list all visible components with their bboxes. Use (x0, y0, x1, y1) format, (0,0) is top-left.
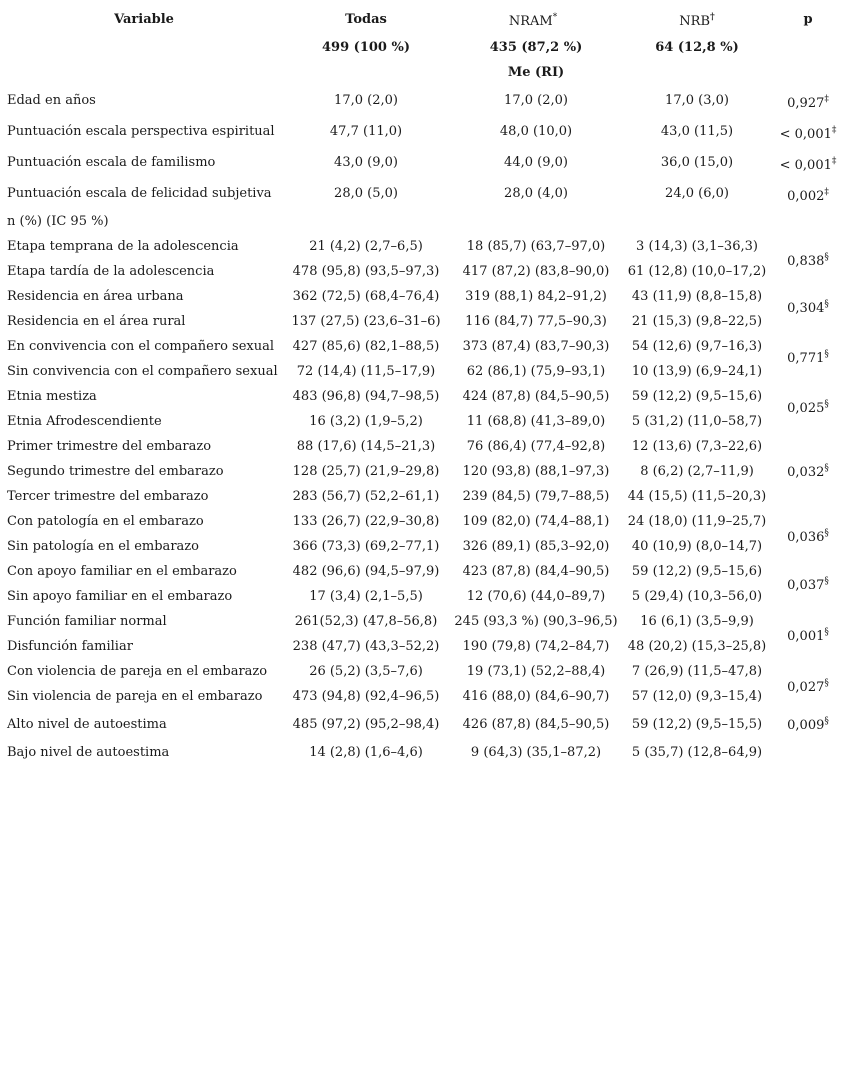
header-todas: Todas (345, 12, 387, 27)
header-variable: Variable (114, 12, 174, 27)
cell-nrb: 48 (20,2) (15,3–25,8) (627, 639, 767, 654)
cell-nram: 245 (93,3 %) (90,3–96,5) (454, 614, 618, 629)
group-p-value: 0,036§ (787, 528, 829, 545)
cell-nram: 12 (70,6) (44,0–89,7) (466, 589, 606, 604)
cell-nrb: 8 (6,2) (2,7–11,9) (640, 464, 754, 479)
group-p-value: 0,027§ (787, 678, 829, 695)
cell-nrb: 36,0 (15,0) (660, 155, 734, 170)
cell-nram: 76 (86,4) (77,4–92,8) (466, 439, 606, 454)
cell-nram: 44,0 (9,0) (504, 155, 568, 170)
row-label: Residencia en área urbana (7, 289, 184, 304)
row-label: Etnia Afrodescendiente (7, 414, 162, 429)
group-p-value: 0,025§ (787, 399, 829, 416)
cell-todas: 427 (85,6) (82,1–88,5) (292, 339, 440, 354)
row-label: Puntuación escala de familismo (7, 155, 216, 170)
row-label: Con apoyo familiar en el embarazo (7, 564, 237, 579)
cell-nrb: 7 (26,9) (11,5–47,8) (631, 664, 763, 679)
cell-nrb: 24 (18,0) (11,9–25,7) (627, 514, 767, 529)
header-p: p (803, 12, 813, 27)
row-label: Residencia en el área rural (7, 314, 186, 329)
cell-nram: 326 (89,1) (85,3–92,0) (462, 539, 610, 554)
cell-nram: 416 (88,0) (84,6–90,7) (462, 689, 610, 704)
row-label: Sin apoyo familiar en el embarazo (7, 589, 233, 604)
cell-nrb: 57 (12,0) (9,3–15,4) (631, 689, 763, 704)
cell-nram: 48,0 (10,0) (499, 124, 573, 139)
row-label: Función familiar normal (7, 614, 167, 629)
cell-nram: 9 (64,3) (35,1–87,2) (470, 745, 602, 760)
cell-nram: 423 (87,8) (84,4–90,5) (462, 564, 610, 579)
cell-todas: 16 (3,2) (1,9–5,2) (309, 414, 423, 429)
cell-nrb: 44 (15,5) (11,5–20,3) (627, 489, 767, 504)
cell-p: 0,002‡ (787, 187, 829, 204)
cell-nrb: 12 (13,6) (7,3–22,6) (631, 439, 763, 454)
cell-nrb: 5 (31,2) (11,0–58,7) (631, 414, 763, 429)
cell-nrb: 40 (10,9) (8,0–14,7) (631, 539, 763, 554)
cell-todas: 72 (14,4) (11,5–17,9) (296, 364, 436, 379)
header-n-nram: 435 (87,2 %) (489, 40, 583, 55)
group-p-value: 0,032§ (787, 463, 829, 480)
cell-p: < 0,001‡ (779, 125, 837, 142)
cell-nrb: 21 (15,3) (9,8–22,5) (631, 314, 763, 329)
cell-nram: 417 (87,2) (83,8–90,0) (462, 264, 610, 279)
row-label: Con violencia de pareja en el embarazo (7, 664, 268, 679)
cell-todas: 17,0 (2,0) (334, 93, 398, 108)
cell-todas: 128 (25,7) (21,9–29,8) (292, 464, 440, 479)
row-label: Disfunción familiar (7, 639, 133, 654)
cell-todas: 43,0 (9,0) (334, 155, 398, 170)
header-nram: NRAM* (508, 12, 558, 29)
row-label: Edad en años (7, 93, 96, 108)
cell-todas: 88 (17,6) (14,5–21,3) (296, 439, 436, 454)
cell-todas: 366 (73,3) (69,2–77,1) (292, 539, 440, 554)
cell-nram: 19 (73,1) (52,2–88,4) (466, 664, 606, 679)
section-label-n-ic: n (%) (IC 95 %) (7, 214, 109, 229)
cell-nrb: 17,0 (3,0) (665, 93, 729, 108)
cell-todas: 473 (94,8) (92,4–96,5) (292, 689, 440, 704)
row-label: Con patología en el embarazo (7, 514, 204, 529)
cell-todas: 26 (5,2) (3,5–7,6) (309, 664, 423, 679)
cell-nram: 17,0 (2,0) (504, 93, 568, 108)
cell-nram: 116 (84,7) 77,5–90,3) (465, 314, 607, 329)
row-label: Primer trimestre del embarazo (7, 439, 212, 454)
cell-nram: 120 (93,8) (88,1–97,3) (462, 464, 610, 479)
cell-nram: 28,0 (4,0) (504, 186, 568, 201)
cell-todas: 14 (2,8) (1,6–4,6) (309, 745, 423, 760)
cell-nrb: 3 (14,3) (3,1–36,3) (636, 239, 758, 254)
row-label: Bajo nivel de autoestima (7, 745, 170, 760)
cell-todas: 238 (47,7) (43,3–52,2) (292, 639, 440, 654)
group-p-value: 0,304§ (787, 299, 829, 316)
group-p-value: 0,037§ (787, 576, 829, 593)
cell-nrb: 59 (12,2) (9,5–15,6) (631, 564, 763, 579)
header-n-todas: 499 (100 %) (322, 40, 410, 55)
row-label: Puntuación escala de felicidad subjetiva (7, 186, 272, 201)
cell-nrb: 61 (12,8) (10,0–17,2) (627, 264, 767, 279)
cell-nrb: 10 (13,9) (6,9–24,1) (631, 364, 763, 379)
cell-todas: 28,0 (5,0) (334, 186, 398, 201)
cell-nram: 239 (84,5) (79,7–88,5) (462, 489, 610, 504)
cell-nrb: 24,0 (6,0) (665, 186, 729, 201)
cell-nram: 18 (85,7) (63,7–97,0) (466, 239, 606, 254)
row-label: Segundo trimestre del embarazo (7, 464, 224, 479)
cell-todas: 483 (96,8) (94,7–98,5) (292, 389, 440, 404)
cell-todas: 362 (72,5) (68,4–76,4) (292, 289, 440, 304)
header-n-nrb: 64 (12,8 %) (655, 40, 739, 55)
cell-todas: 261(52,3) (47,8–56,8) (294, 614, 438, 629)
cell-nrb: 59 (12,2) (9,5–15,6) (631, 389, 763, 404)
cell-nrb: 5 (35,7) (12,8–64,9) (631, 745, 763, 760)
cell-todas: 283 (56,7) (52,2–61,1) (292, 489, 440, 504)
header-me-ri: Me (RI) (507, 65, 565, 80)
row-label: En convivencia con el compañero sexual (7, 339, 275, 354)
group-p-value: 0,838§ (787, 252, 829, 269)
cell-nrb: 16 (6,1) (3,5–9,9) (640, 614, 754, 629)
cell-nrb: 5 (29,4) (10,3–56,0) (631, 589, 763, 604)
cell-nram: 62 (86,1) (75,9–93,1) (466, 364, 606, 379)
cell-p: 0,927‡ (787, 94, 829, 111)
header-nrb: NRB† (679, 12, 715, 29)
group-p-value: 0,009§ (787, 716, 829, 733)
cell-todas: 47,7 (11,0) (329, 124, 403, 139)
cell-nrb: 43,0 (11,5) (660, 124, 734, 139)
row-label: Puntuación escala perspectiva espiritual (7, 124, 275, 139)
cell-nrb: 54 (12,6) (9,7–16,3) (631, 339, 763, 354)
cell-nram: 373 (87,4) (83,7–90,3) (462, 339, 610, 354)
row-label: Etapa tardía de la adolescencia (7, 264, 215, 279)
row-label: Alto nivel de autoestima (7, 717, 167, 732)
cell-todas: 478 (95,8) (93,5–97,3) (292, 264, 440, 279)
group-p-value: 0,771§ (787, 349, 829, 366)
cell-nram: 319 (88,1) 84,2–91,2) (465, 289, 607, 304)
row-label: Sin patología en el embarazo (7, 539, 199, 554)
row-label: Sin convivencia con el compañero sexual (7, 364, 278, 379)
cell-nram: 424 (87,8) (84,5–90,5) (462, 389, 610, 404)
cell-p: < 0,001‡ (779, 156, 837, 173)
group-p-value: 0,001§ (787, 627, 829, 644)
cell-nram: 190 (79,8) (74,2–84,7) (462, 639, 610, 654)
cell-nrb: 43 (11,9) (8,8–15,8) (631, 289, 763, 304)
cell-nram: 109 (82,0) (74,4–88,1) (462, 514, 610, 529)
cell-todas: 482 (96,6) (94,5–97,9) (292, 564, 440, 579)
cell-todas: 21 (4,2) (2,7–6,5) (309, 239, 423, 254)
row-label: Etnia mestiza (7, 389, 97, 404)
cell-nram: 426 (87,8) (84,5–90,5) (462, 717, 610, 732)
row-label: Etapa temprana de la adolescencia (7, 239, 239, 254)
cell-todas: 17 (3,4) (2,1–5,5) (309, 589, 423, 604)
cell-nram: 11 (68,8) (41,3–89,0) (466, 414, 606, 429)
row-label: Sin violencia de pareja en el embarazo (7, 689, 263, 704)
cell-nrb: 59 (12,2) (9,5–15,5) (631, 717, 763, 732)
cell-todas: 133 (26,7) (22,9–30,8) (292, 514, 440, 529)
row-label: Tercer trimestre del embarazo (7, 489, 209, 504)
cell-todas: 137 (27,5) (23,6–31–6) (291, 314, 441, 329)
cell-todas: 485 (97,2) (95,2–98,4) (292, 717, 440, 732)
